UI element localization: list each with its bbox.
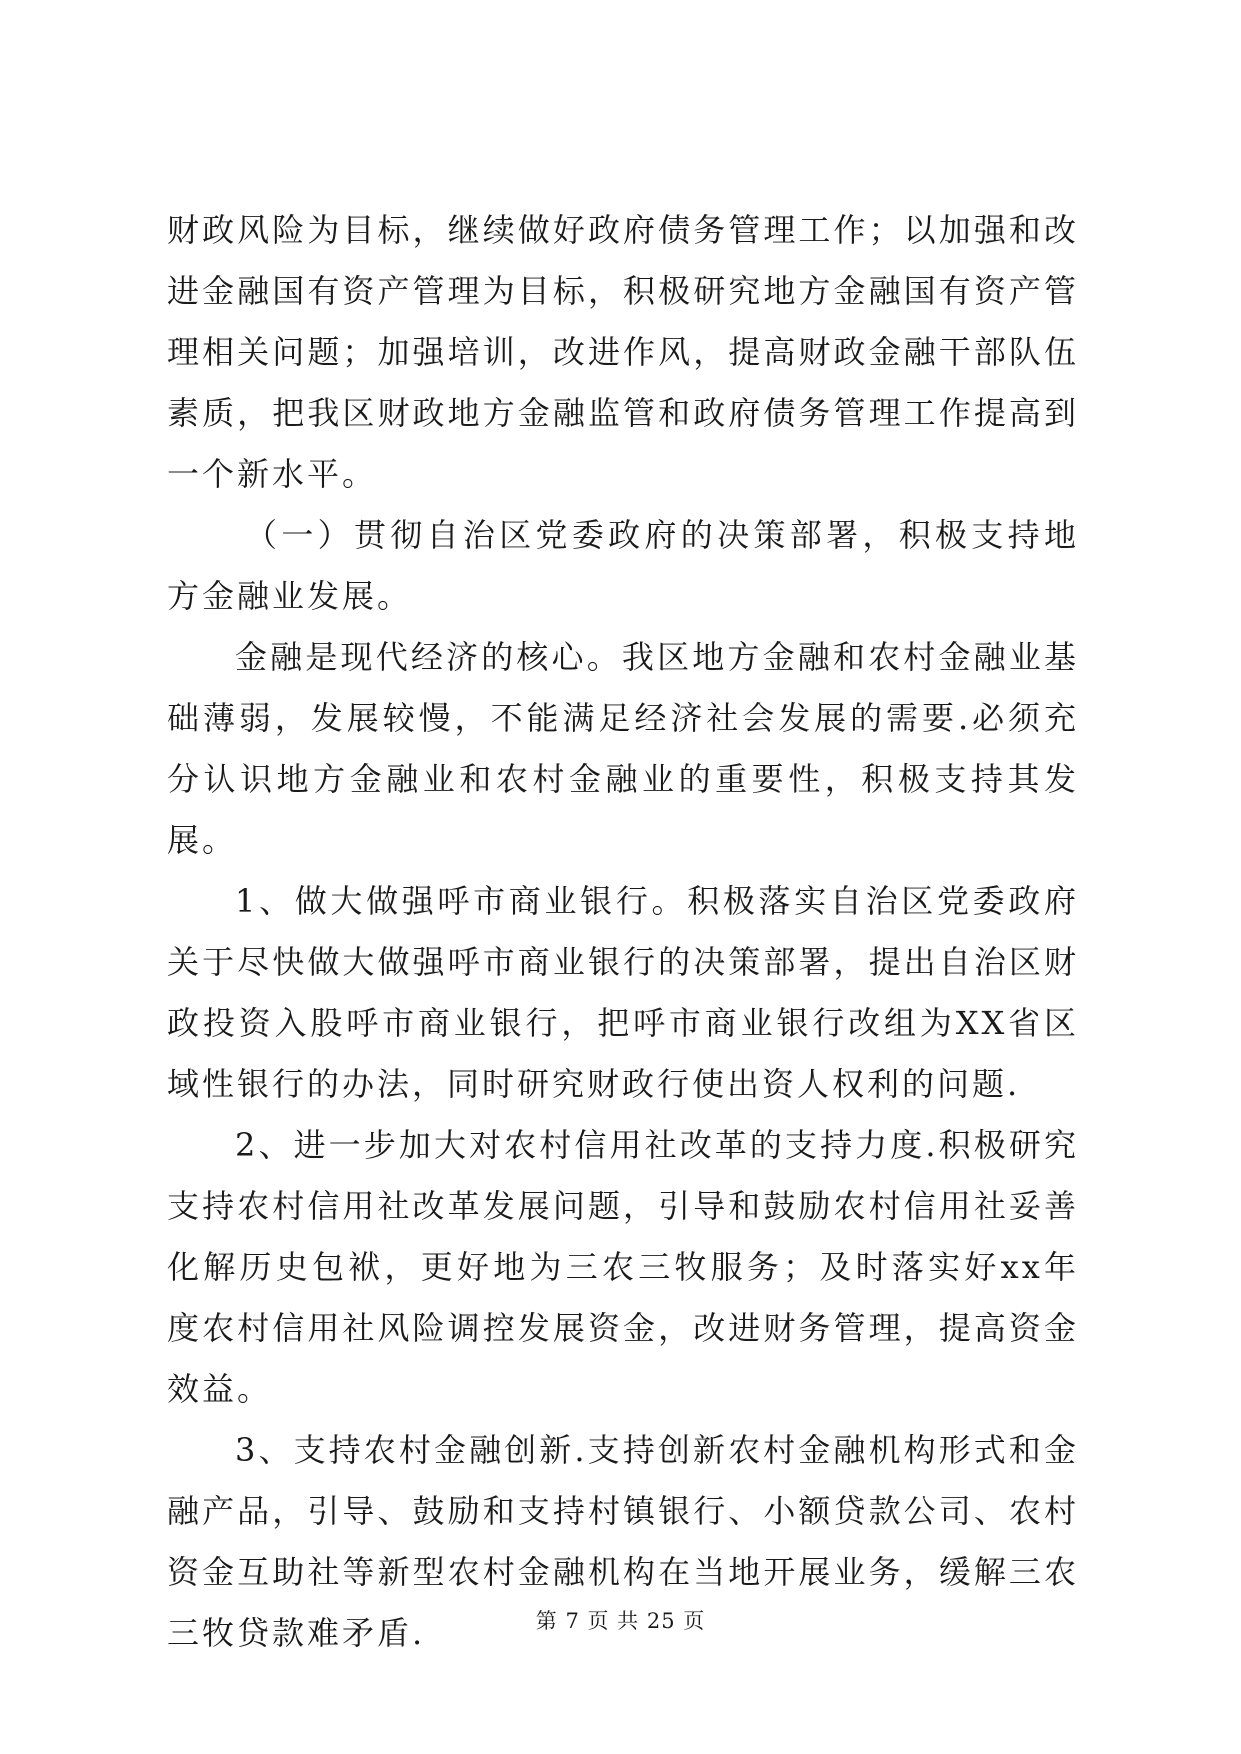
paragraph-finance-core: 金融是现代经济的核心。我区地方金融和农村金融业基础薄弱，发展较慢，不能满足经济社会发展的需要.必须充分认识地方金融业和农村金融业的重要性，积极支持其发展。 xyxy=(167,638,1079,859)
section-heading: （一）贯彻自治区党委政府的决策部署，积极支持地方金融业发展。 xyxy=(167,516,1079,615)
paragraph-continuation: 财政风险为目标，继续做好政府债务管理工作；以加强和改进金融国有资产管理为目标，积极研究地方金融国有资产管理相关问题；加强培训，改进作风，提高财政金融干部队伍素质，把我区财政地方金融监管和政府债务管理工作提高到一个新水平。 xyxy=(167,211,1079,493)
page-number-footer: 第 7 页 共 25 页 xyxy=(535,1609,706,1633)
list-item-1: 1、做大做强呼市商业银行。积极落实自治区党委政府关于尽快做大做强呼市商业银行的决策部署，提出自治区财政投资入股呼市商业银行，把呼市商业银行改组为XX省区域性银行的办法，同时研究财政行使出资人权利的问题. xyxy=(167,882,1079,1103)
list-item-3: 3、支持农村金融创新.支持创新农村金融机构形式和金融产品，引导、鼓励和支持村镇银行、小额贷款公司、农村资金互助社等新型农村金融机构在当地开展业务，缓解三农三牧贷款难矛盾. xyxy=(167,1431,1079,1652)
list-item-2: 2、进一步加大对农村信用社改革的支持力度.积极研究支持农村信用社改革发展问题，引导和鼓励农村信用社妥善化解历史包袱，更好地为三农三牧服务；及时落实好xx年度农村信用社风险调控发展资金，改进财务管理，提高资金效益。 xyxy=(167,1126,1079,1408)
document-body xyxy=(167,200,1079,1664)
